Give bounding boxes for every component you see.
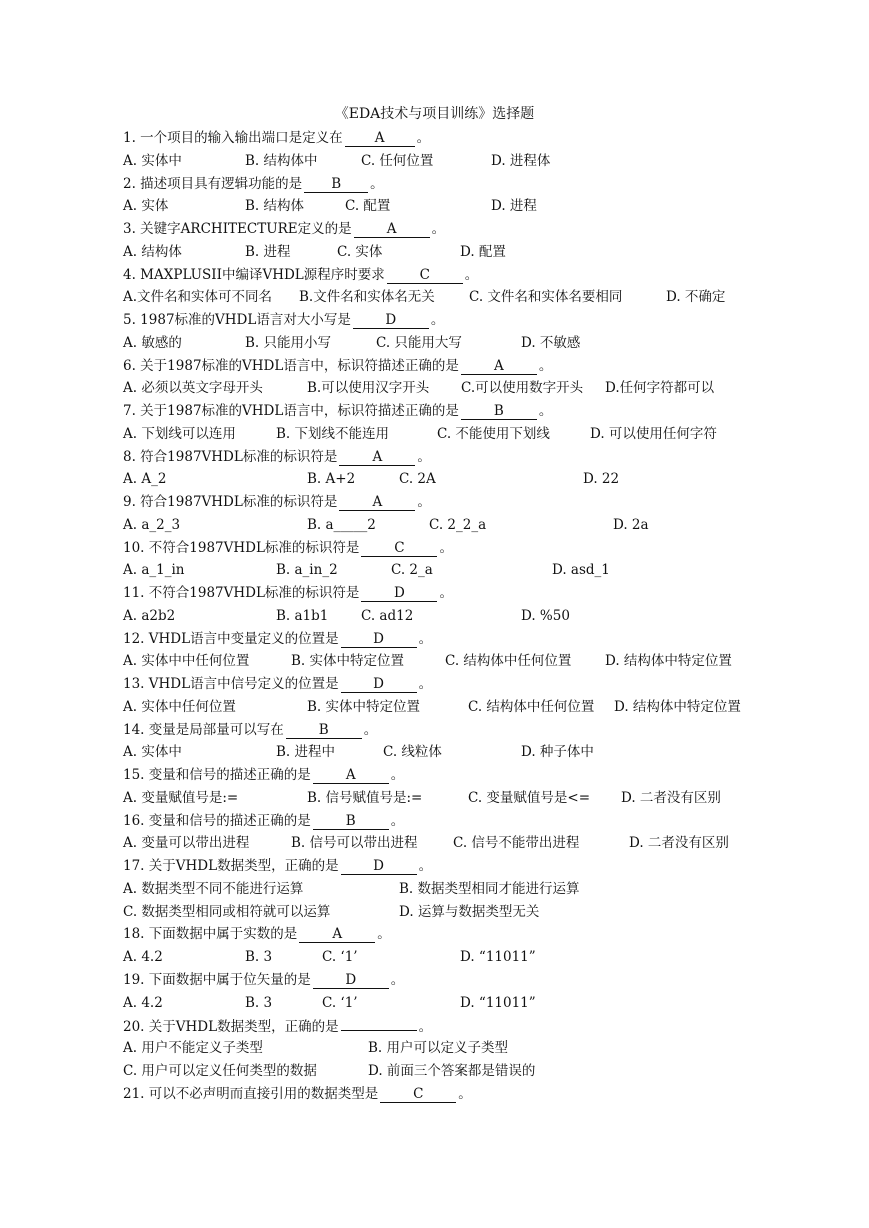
question-line <box>123 673 773 696</box>
option-item: B. 进程中 <box>276 744 336 761</box>
question-line <box>123 537 773 560</box>
question-end-mark: 。 <box>418 1019 433 1036</box>
option-item: D. 前面三个答案都是错误的 <box>368 1062 536 1079</box>
option-item: B. 结构体中 <box>245 152 318 169</box>
question-text: 10. 不符合1987VHDL标准的标识符是 <box>123 539 360 556</box>
question-line <box>123 923 773 946</box>
question-line <box>123 1014 773 1037</box>
option-item: A. 下划线可以连用 <box>123 425 236 442</box>
answer-blank: A <box>313 767 389 784</box>
option-item: A. 实体中 <box>123 744 182 761</box>
document-title: 《EDA技术与项目训练》选择题 <box>334 106 535 122</box>
option-item: C. 2A <box>399 471 436 488</box>
option-item: C. 配置 <box>345 198 391 215</box>
option-item: A. 变量可以带出进程 <box>123 835 250 852</box>
option-item: A. a_2_3 <box>123 516 181 533</box>
option-item: B. 信号赋值号是:= <box>307 789 423 806</box>
question-text: 16. 变量和信号的描述正确的是 <box>123 812 311 829</box>
answer-blank: D <box>313 972 389 989</box>
question-text: 14. 变量是局部量可以写在 <box>123 721 284 738</box>
option-item: C. 不能使用下划线 <box>437 425 550 442</box>
answer-blank: B <box>461 403 537 420</box>
option-item: B.可以使用汉字开头 <box>307 380 430 397</box>
options-line <box>123 150 773 173</box>
option-item: C. 数据类型相同或相符就可以运算 <box>123 903 331 920</box>
answer-blank: A <box>461 358 537 375</box>
answer-blank: B <box>304 176 368 193</box>
options-line <box>123 332 773 355</box>
option-item: D. 22 <box>583 471 620 488</box>
question-text: 21. 可以不必声明而直接引用的数据类型是 <box>123 1085 379 1102</box>
option-item: C.可以使用数字开头 <box>461 380 584 397</box>
question-text: 2. 描述项目具有逻辑功能的是 <box>123 175 303 192</box>
option-item: A. 实体中任何位置 <box>123 698 236 715</box>
option-item: A. 数据类型不同不能进行运算 <box>123 880 304 897</box>
question-text: 5. 1987标准的VHDL语言对大小写是 <box>123 312 351 328</box>
option-item: D. 运算与数据类型无关 <box>399 903 540 920</box>
answer-blank: A <box>354 221 430 238</box>
option-item: D. “11011” <box>460 949 536 965</box>
option-item: D. 二者没有区别 <box>621 789 721 806</box>
answer-blank: C <box>361 540 437 557</box>
option-item: D. “11011” <box>460 994 536 1011</box>
question-line <box>123 309 773 332</box>
options-line <box>123 650 773 673</box>
question-end-mark: 。 <box>390 971 405 988</box>
answer-blank: D <box>341 676 417 693</box>
option-item: D. 结构体中特定位置 <box>614 698 741 715</box>
option-item: A. 用户不能定义子类型 <box>123 1040 263 1056</box>
option-item: D.任何字符都可以 <box>605 380 715 397</box>
answer-blank: C <box>387 267 463 284</box>
option-item: D. 不确定 <box>666 289 726 306</box>
question-text: 4. MAXPLUSII中编译VHDL源程序时要求 <box>123 266 385 283</box>
option-item: B. 实体中特定位置 <box>291 653 405 670</box>
options-line <box>123 514 773 537</box>
option-item: B. 信号可以带出进程 <box>291 835 418 852</box>
options-line <box>123 468 773 491</box>
option-item: C. 只能用大写 <box>376 334 462 351</box>
question-end-mark: 。 <box>418 630 433 647</box>
answer-blank: B <box>286 722 362 739</box>
option-item: D. 进程 <box>491 198 537 215</box>
question-end-mark: 。 <box>439 585 453 601</box>
options-line <box>123 696 773 719</box>
answer-blank: A <box>345 130 415 147</box>
options-line <box>123 286 773 309</box>
option-item: A.文件名和实体可不同名 <box>123 289 273 306</box>
question-end-mark: 。 <box>418 858 433 874</box>
answer-blank: C <box>380 1086 456 1103</box>
option-item: A. 必须以英文字母开头 <box>123 380 263 397</box>
question-line <box>123 491 773 514</box>
options-line <box>123 832 773 855</box>
answer-blank: D <box>353 312 429 329</box>
question-end-mark: 。 <box>458 1085 472 1102</box>
option-item: A. a_1_in <box>123 562 185 579</box>
question-text: 11. 不符合1987VHDL标准的标识符是 <box>123 585 360 601</box>
options-line <box>123 605 773 628</box>
option-item: C. ‘1’ <box>322 949 358 965</box>
question-line <box>123 1083 773 1106</box>
option-item: C. 结构体中任何位置 <box>468 698 595 715</box>
answer-blank: A <box>339 449 415 466</box>
question-text: 13. VHDL语言中信号定义的位置是 <box>123 676 339 692</box>
option-item: C. 文件名和实体名要相同 <box>469 289 623 306</box>
option-item: A. 变量赋值号是:= <box>123 789 239 806</box>
option-item: D. 种子体中 <box>521 744 594 761</box>
option-item: D. 进程体 <box>491 152 551 169</box>
question-line <box>123 764 773 787</box>
question-line <box>123 400 773 423</box>
option-item: D. 二者没有区别 <box>629 835 729 852</box>
question-text: 6. 关于1987标准的VHDL语言中，标识符描述正确的是 <box>123 357 459 374</box>
option-item: B. 下划线不能连用 <box>276 425 390 442</box>
option-item: B. 3 <box>245 994 273 1011</box>
question-end-mark: 。 <box>431 221 446 237</box>
question-text: 12. VHDL语言中变量定义的位置是 <box>123 630 339 647</box>
option-item: A. 4.2 <box>123 994 163 1011</box>
question-end-mark: 。 <box>370 175 384 192</box>
option-item: B. a_____2 <box>307 516 376 533</box>
answer-blank: D <box>341 631 417 648</box>
option-item: B. 数据类型相同才能进行运算 <box>399 880 580 897</box>
options-line <box>123 1060 773 1083</box>
answer-blank: D <box>361 585 437 602</box>
question-text: 20. 关于VHDL数据类型，正确的是 <box>123 1019 339 1036</box>
options-line <box>123 878 773 901</box>
question-end-mark: 。 <box>538 357 553 374</box>
options-line <box>123 1037 773 1060</box>
option-item: A. A_2 <box>123 471 167 488</box>
question-end-mark: 。 <box>430 312 445 328</box>
options-line <box>123 423 773 446</box>
option-item: A. 实体中中任何位置 <box>123 653 250 670</box>
option-item: A. a2b2 <box>123 607 176 624</box>
question-text: 15. 变量和信号的描述正确的是 <box>123 767 311 783</box>
question-line <box>123 264 773 287</box>
question-end-mark: 。 <box>390 812 405 829</box>
option-item: B.文件名和实体名无关 <box>299 289 435 306</box>
question-line <box>123 810 773 833</box>
answer-blank: A <box>299 926 375 943</box>
option-item: D. 结构体中特定位置 <box>605 653 732 670</box>
question-text: 3. 关键字ARCHITECTURE定义的是 <box>123 221 352 237</box>
question-end-mark: 。 <box>416 130 431 146</box>
question-line <box>123 173 773 196</box>
option-item: A. 敏感的 <box>123 334 182 351</box>
options-line <box>123 787 773 810</box>
question-line <box>123 127 773 150</box>
question-line <box>123 582 773 605</box>
question-line <box>123 628 773 651</box>
option-item: C. 实体 <box>337 243 383 260</box>
option-item: C. 信号不能带出进程 <box>453 835 580 852</box>
question-list <box>123 127 773 1105</box>
option-item: C. ad12 <box>361 607 414 624</box>
answer-blank <box>341 1014 417 1031</box>
question-text: 18. 下面数据中属于实数的是 <box>123 926 298 943</box>
question-line <box>123 218 773 241</box>
option-item: B. 只能用小写 <box>245 334 332 351</box>
option-item: A. 实体 <box>123 198 169 215</box>
options-line <box>123 741 773 764</box>
option-item: C. 用户可以定义任何类型的数据 <box>123 1062 317 1079</box>
question-line <box>123 446 773 469</box>
question-end-mark: 。 <box>363 721 378 738</box>
question-line <box>123 969 773 992</box>
option-item: D. asd_1 <box>552 562 610 579</box>
question-text: 7. 关于1987标准的VHDL语言中，标识符描述正确的是 <box>123 403 459 419</box>
option-item: D. %50 <box>521 607 570 624</box>
options-line <box>123 901 773 924</box>
option-item: C. 2_2_a <box>429 516 487 533</box>
option-item: C. 任何位置 <box>361 152 434 169</box>
option-item: A. 4.2 <box>123 949 163 965</box>
options-line <box>123 377 773 400</box>
question-end-mark: 。 <box>417 448 431 465</box>
question-end-mark: 。 <box>418 676 433 692</box>
question-text: 9. 符合1987VHDL标准的标识符是 <box>123 494 338 510</box>
option-item: B. 实体中特定位置 <box>307 698 421 715</box>
option-item: B. 3 <box>245 949 273 965</box>
option-item: C. 2_a <box>391 562 433 579</box>
option-item: B. 用户可以定义子类型 <box>368 1040 509 1056</box>
option-item: D. 不敏感 <box>521 334 581 351</box>
option-item: C. 线粒体 <box>383 744 442 761</box>
question-end-mark: 。 <box>464 266 479 283</box>
question-line <box>123 719 773 742</box>
question-text: 1. 一个项目的输入输出端口是定义在 <box>123 130 343 146</box>
answer-blank: B <box>313 813 389 830</box>
question-end-mark: 。 <box>377 926 391 943</box>
option-item: B. 进程 <box>245 243 291 260</box>
options-line <box>123 559 773 582</box>
option-item: C. 变量赋值号是<= <box>468 789 591 806</box>
option-item: C. ‘1’ <box>322 994 358 1011</box>
answer-blank: D <box>341 858 417 875</box>
options-line <box>123 992 773 1015</box>
option-item: C. 结构体中任何位置 <box>445 653 572 670</box>
option-item: A. 实体中 <box>123 152 182 169</box>
question-text: 17. 关于VHDL数据类型，正确的是 <box>123 858 339 874</box>
answer-blank: A <box>339 494 415 511</box>
option-item: D. 可以使用任何字符 <box>590 425 717 442</box>
option-item: D. 配置 <box>460 243 506 260</box>
options-line <box>123 946 773 969</box>
option-item: B. A+2 <box>307 471 356 488</box>
question-line <box>123 855 773 878</box>
options-line <box>123 241 773 264</box>
options-line <box>123 195 773 218</box>
question-line <box>123 355 773 378</box>
option-item: B. a_in_2 <box>276 562 338 579</box>
question-end-mark: 。 <box>439 539 453 556</box>
question-end-mark: 。 <box>417 494 431 510</box>
question-end-mark: 。 <box>390 767 405 783</box>
option-item: B. 结构体 <box>245 198 305 215</box>
question-text: 8. 符合1987VHDL标准的标识符是 <box>123 448 338 465</box>
question-text: 19. 下面数据中属于位矢量的是 <box>123 971 311 988</box>
option-item: D. 2a <box>613 516 649 533</box>
option-item: B. a1b1 <box>276 607 329 624</box>
question-end-mark: 。 <box>538 403 553 419</box>
option-item: A. 结构体 <box>123 243 182 260</box>
